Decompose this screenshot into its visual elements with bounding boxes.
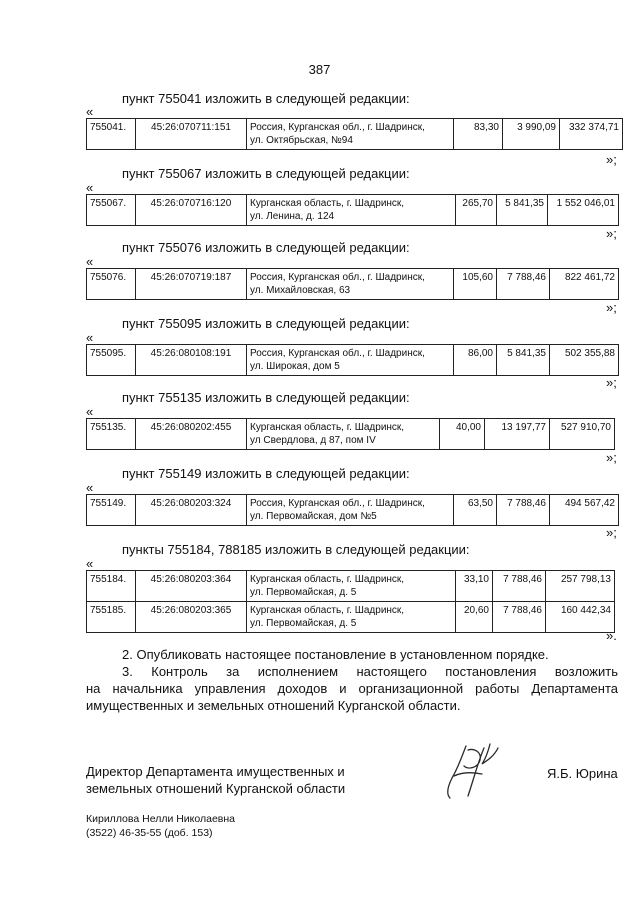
cell-address (247, 269, 454, 300)
cell-area: 86,00 (454, 345, 497, 376)
table-row (87, 345, 619, 376)
quote-close: »; (606, 375, 617, 390)
data-table (86, 344, 619, 376)
cell-rate: 7 788,46 (493, 571, 546, 602)
cell-value: 494 567,42 (550, 495, 619, 526)
cell-address (247, 419, 440, 450)
quote-close: ». (606, 628, 617, 643)
cell-address (247, 571, 456, 602)
address-line-1: Курганская область, г. Шадринск, (250, 422, 405, 433)
cell-number: 755095. (87, 345, 136, 376)
quote-close: »; (606, 226, 617, 241)
quote-open: « (86, 104, 94, 119)
cell-area: 20,60 (456, 602, 493, 633)
data-table (86, 118, 623, 150)
cell-cadastral: 45:26:070719:187 (136, 269, 247, 300)
cell-value: 257 798,13 (546, 571, 615, 602)
address-line-2: ул. Октябрьская, №94 (250, 135, 353, 146)
cell-cadastral: 45:26:080203:365 (136, 602, 247, 633)
address-line-1: Россия, Курганская обл., г. Шадринск, (250, 498, 425, 509)
paragraph-3-line-3: имущественных и земельных отношений Курганской области. (86, 698, 461, 713)
cell-number: 755149. (87, 495, 136, 526)
address-line-1: Россия, Курганская обл., г. Шадринск, (250, 122, 425, 133)
address-line-1: Курганская область, г. Шадринск, (250, 198, 405, 209)
cell-cadastral: 45:26:080203:364 (136, 571, 247, 602)
cell-area: 105,60 (454, 269, 497, 300)
paragraph-2: 2. Опубликовать настоящее постановление в установленном порядке. (122, 647, 549, 662)
cell-cadastral: 45:26:080202:455 (136, 419, 247, 450)
cell-address (247, 495, 454, 526)
table-row (87, 571, 615, 602)
cell-number: 755041. (87, 119, 136, 150)
quote-open: « (86, 480, 94, 495)
quote-open: « (86, 330, 94, 345)
cell-rate: 5 841,35 (497, 345, 550, 376)
cell-area: 63,50 (454, 495, 497, 526)
quote-close: »; (606, 152, 617, 167)
block-heading: пункты 755184, 788185 изложить в следующей редакции: (122, 542, 470, 557)
cell-address (247, 345, 454, 376)
cell-address (247, 195, 456, 226)
quote-close: »; (606, 450, 617, 465)
executor-name: Кириллова Нелли Николаевна (86, 813, 236, 825)
block-heading: пункт 755067 изложить в следующей редакции: (122, 166, 410, 181)
cell-cadastral: 45:26:080108:191 (136, 345, 247, 376)
quote-open: « (86, 556, 94, 571)
cell-rate: 5 841,35 (497, 195, 548, 226)
cell-cadastral: 45:26:070711:151 (136, 119, 247, 150)
quote-open: « (86, 254, 94, 269)
cell-number: 755185. (87, 602, 136, 633)
cell-rate: 3 990,09 (503, 119, 560, 150)
data-table (86, 494, 619, 526)
executor-phone: (3522) 46-35-55 (доб. 153) (86, 827, 213, 839)
block-heading: пункт 755095 изложить в следующей редакции: (122, 316, 410, 331)
address-line-1: Россия, Курганская обл., г. Шадринск, (250, 348, 425, 359)
cell-area: 40,00 (440, 419, 485, 450)
cell-address (247, 602, 456, 633)
cell-value: 822 461,72 (550, 269, 619, 300)
cell-address (247, 119, 454, 150)
address-line-2: ул. Первомайская, дом №5 (250, 511, 377, 522)
block-heading: пункт 755041 изложить в следующей редакции: (122, 91, 410, 106)
cell-area: 83,30 (454, 119, 503, 150)
cell-cadastral: 45:26:080203:324 (136, 495, 247, 526)
table-row (87, 269, 619, 300)
address-line-2: ул. Ленина, д. 124 (250, 211, 335, 222)
data-table (86, 194, 619, 226)
address-line-1: Курганская область, г. Шадринск, (250, 605, 405, 616)
handwritten-signature (438, 738, 508, 804)
signatory-name: Я.Б. Юрина (547, 766, 618, 781)
table-row (87, 195, 619, 226)
signatory-title-line-1: Директор Департамента имущественных и (86, 764, 345, 779)
data-table (86, 570, 615, 633)
cell-rate: 7 788,46 (493, 602, 546, 633)
cell-number: 755076. (87, 269, 136, 300)
cell-number: 755184. (87, 571, 136, 602)
paragraph-3-line-2: на начальника управления доходов и организационной работы Департамента (86, 681, 618, 696)
block-heading: пункт 755076 изложить в следующей редакции: (122, 240, 410, 255)
executor-info (86, 812, 235, 840)
signatory-title (86, 763, 345, 797)
cell-number: 755135. (87, 419, 136, 450)
cell-area: 33,10 (456, 571, 493, 602)
cell-rate: 7 788,46 (497, 495, 550, 526)
cell-rate: 7 788,46 (497, 269, 550, 300)
quote-close: »; (606, 300, 617, 315)
table-row (87, 419, 615, 450)
cell-number: 755067. (87, 195, 136, 226)
address-line-1: Курганская область, г. Шадринск, (250, 574, 405, 585)
address-line-2: ул. Широкая, дом 5 (250, 361, 340, 372)
quote-close: »; (606, 525, 617, 540)
data-table (86, 268, 619, 300)
cell-value: 527 910,70 (550, 419, 615, 450)
cell-area: 265,70 (456, 195, 497, 226)
cell-value: 1 552 046,01 (548, 195, 619, 226)
paragraph-3-line-1: 3. Контроль за исполнением настоящего постановления возложить (122, 664, 618, 679)
signatory-title-line-2: земельных отношений Курганской области (86, 781, 346, 796)
quote-open: « (86, 404, 94, 419)
address-line-2: ул. Михайловская, 63 (250, 285, 351, 296)
table-row (87, 495, 619, 526)
table-row (87, 119, 623, 150)
address-line-2: ул Свердлова, д 87, пом IV (250, 435, 376, 446)
cell-value: 502 355,88 (550, 345, 619, 376)
address-line-2: ул. Первомайская, д. 5 (250, 618, 357, 629)
block-heading: пункт 755135 изложить в следующей редакции: (122, 390, 410, 405)
block-heading: пункт 755149 изложить в следующей редакции: (122, 466, 410, 481)
cell-value: 332 374,71 (560, 119, 623, 150)
page-number: 387 (308, 62, 331, 77)
table-row (87, 602, 615, 633)
data-table (86, 418, 615, 450)
cell-value: 160 442,34 (546, 602, 615, 633)
cell-rate: 13 197,77 (485, 419, 550, 450)
cell-cadastral: 45:26:070716:120 (136, 195, 247, 226)
address-line-2: ул. Первомайская, д. 5 (250, 587, 357, 598)
quote-open: « (86, 180, 94, 195)
address-line-1: Россия, Курганская обл., г. Шадринск, (250, 272, 425, 283)
